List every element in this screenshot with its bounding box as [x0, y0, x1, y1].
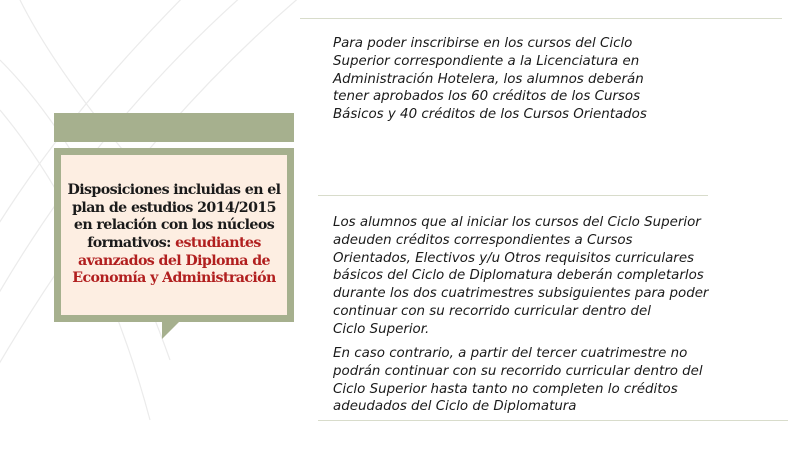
top-divider: [300, 18, 782, 19]
bottom-divider: [318, 420, 788, 421]
callout-text: [61, 182, 287, 288]
callout-inner: [61, 155, 287, 315]
callout-text-plain: Disposiciones incluidas en el plan de estudios 2014/2015 en relación con los núcleos formativos:: [67, 182, 281, 251]
paragraph-requirements: Para poder inscribirse en los cursos del Ciclo Superior correspondiente a la Licenciatura en Administración Hotelera, los alumnos deberán tener aprobados los 60 créditos de los Cursos Básicos y 40 créditos de los Cursos Orientados: [333, 36, 647, 123]
middle-divider: [318, 195, 708, 196]
callout-text-highlight: estudiantes avanzados del Diploma de Economía y Administración: [72, 235, 276, 287]
callout-box: [54, 148, 294, 322]
callout-tail: [162, 321, 180, 339]
paragraph-pending-credits: Los alumnos que al iniciar los cursos del Ciclo Superior adeuden créditos correspondientes a Cursos Orientados, Electivos y/u Otros requisitos curriculares básicos del Ciclo de Diplomatura deberán completarlos durante los dos cuatrimestres subsiguientes para poder continuar con su recorrido curricular dentro del Ciclo Superior.: [333, 215, 709, 337]
decorative-green-bar: [54, 113, 294, 142]
paragraph-otherwise: En caso contrario, a partir del tercer cuatrimestre no podrán continuar con su recorrido curricular dentro del Ciclo Superior hasta tanto no completen lo créditos adeudados del Ciclo de Diplomatura: [333, 346, 703, 415]
